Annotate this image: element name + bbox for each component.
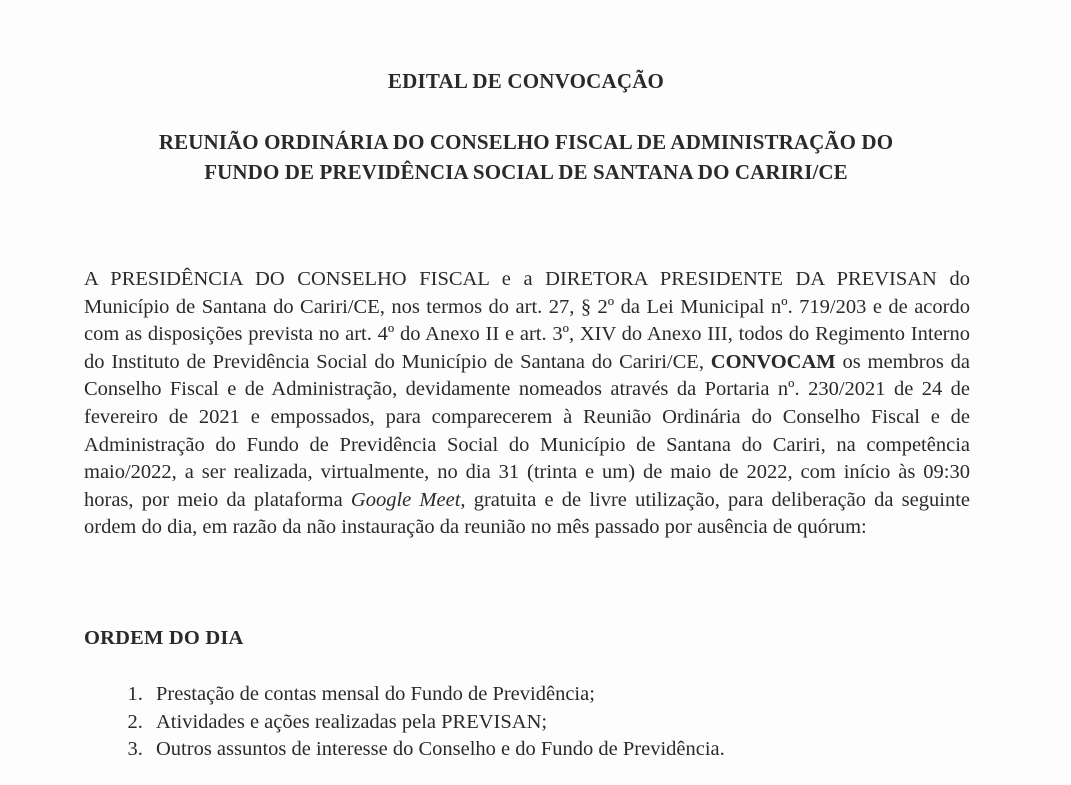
document-body-block — [84, 266, 970, 542]
list-item: 3. Outros assuntos de interesse do Conselho e do Fundo de Previdência. — [148, 736, 978, 764]
agenda-list — [112, 681, 978, 764]
body-paragraph — [84, 266, 970, 542]
body-emphasis-convocam: CONVOCAM — [710, 350, 836, 373]
body-segment-2: os membros da Conselho Fiscal e de Administração, devidamente nomeados através da Portaria nº. 230/2021 de 24 de fevereiro de 2021 e empossados, para comparecerem à Reunião Ordinária do Conselho Fiscal e de Administração do Fundo de Previdência Social do Município de Santana do Cariri, na competência maio/2022, a ser realizada, virtualmente, no dia 31 (trinta e um) de maio de 2022, com início às 09:30 horas, por meio da plataforma — [84, 350, 970, 511]
document-subtitle-line-1: REUNIÃO ORDINÁRIA DO CONSELHO FISCAL DE ADMINISTRAÇÃO DO — [158, 130, 894, 154]
body-segment-1: A PRESIDÊNCIA DO CONSELHO FISCAL e a DIRETORA PRESIDENTE DA PREVISAN do Município de Santana do Cariri/CE, nos termos do art. 27, § 2º da Lei Municipal nº. 719/203 e de acordo com as disposições prevista no art. 4º do Anexo II e art. 3º, XIV do Anexo III, todos do Regimento Interno do Instituto de Previdência Social do Município de Santana do Cariri/CE, — [84, 268, 970, 373]
document-title-block — [84, 68, 968, 94]
document-subtitle-line-2: FUNDO DE PREVIDÊNCIA SOCIAL DE SANTANA DO CARIRI/CE — [204, 159, 848, 184]
agenda-heading: ORDEM DO DIA — [84, 627, 244, 649]
list-item: 1. Prestação de contas mensal do Fundo de Previdência; — [148, 681, 978, 709]
body-emphasis-platform: Google Meet — [350, 488, 461, 511]
page-title: EDITAL DE CONVOCAÇÃO — [387, 69, 665, 93]
document-subtitle-block — [84, 128, 968, 188]
list-item: 2. Atividades e ações realizadas pela PREVISAN; — [148, 709, 978, 737]
body-segment-3: , gratuita e de livre utilização, para deliberação da seguinte ordem do dia, em razão da não instauração da reunião no mês passado por ausência de quórum: — [84, 488, 970, 539]
